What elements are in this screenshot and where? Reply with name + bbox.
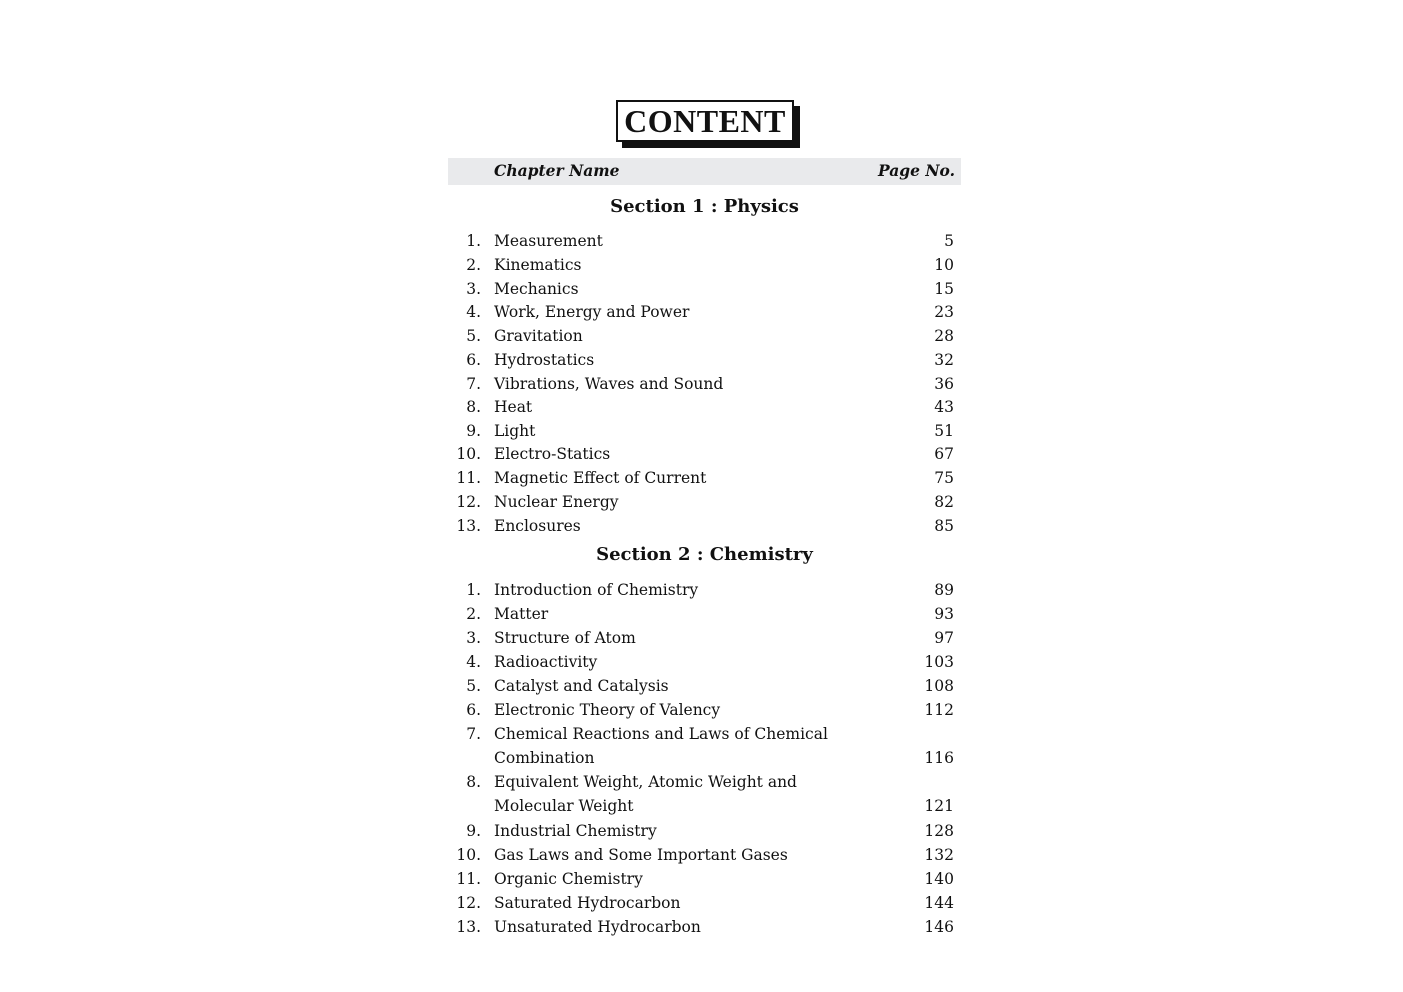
content-title-box (616, 100, 794, 142)
chapter-name-header: Chapter Name (494, 161, 620, 180)
list-item (448, 867, 961, 891)
list-item (448, 419, 961, 443)
list-item (448, 578, 961, 602)
list-item (448, 466, 961, 490)
list-item (448, 602, 961, 626)
chapter-number: 3. (466, 280, 481, 298)
chapter-name: Organic Chemistry (494, 870, 643, 888)
chapter-name: Light (494, 422, 536, 440)
chapter-page: 32 (934, 351, 954, 369)
chapter-name: Equivalent Weight, Atomic Weight and (494, 773, 797, 791)
chapter-page: 10 (934, 256, 954, 274)
chapter-number: 6. (466, 351, 481, 369)
chapter-page: 116 (924, 749, 954, 767)
page-title: CONTENT (624, 102, 786, 139)
chapter-number: 3. (466, 629, 481, 647)
chapter-page: 85 (934, 517, 954, 535)
chapter-page: 128 (924, 822, 954, 840)
chapter-number: 10. (456, 846, 481, 864)
chapter-number: 10. (456, 445, 481, 463)
chapter-page: 89 (934, 581, 954, 599)
chapter-number: 9. (466, 822, 481, 840)
chapter-page: 97 (934, 629, 954, 647)
chapter-page: 103 (924, 653, 954, 671)
chapter-name: Enclosures (494, 517, 581, 535)
chapter-name: Molecular Weight (494, 797, 634, 815)
list-item (448, 372, 961, 396)
chapter-page: 15 (934, 280, 954, 298)
chapter-name: Catalyst and Catalysis (494, 677, 669, 695)
list-item (448, 819, 961, 843)
list-item (448, 395, 961, 419)
list-item (448, 891, 961, 915)
chapter-number: 12. (456, 894, 481, 912)
chapter-page: 93 (934, 605, 954, 623)
list-item-continuation (448, 746, 961, 770)
list-item (448, 229, 961, 253)
list-item (448, 915, 961, 939)
chapter-name: Unsaturated Hydrocarbon (494, 918, 701, 936)
list-item (448, 348, 961, 372)
list-item (448, 514, 961, 538)
chapter-page: 67 (934, 445, 954, 463)
chapter-number: 11. (456, 469, 481, 487)
chapter-number: 8. (466, 773, 481, 791)
chapter-name: Introduction of Chemistry (494, 581, 699, 599)
chapter-number: 8. (466, 398, 481, 416)
chapter-number: 5. (466, 677, 481, 695)
chapter-page: 140 (924, 870, 954, 888)
chapter-page: 36 (934, 375, 954, 393)
chapter-name: Structure of Atom (494, 629, 636, 647)
chapter-page: 28 (934, 327, 954, 345)
chapter-number: 2. (466, 256, 481, 274)
chapter-name: Electro-Statics (494, 445, 611, 463)
chapter-name: Electronic Theory of Valency (494, 701, 721, 719)
list-item (448, 490, 961, 514)
chapter-name: Combination (494, 749, 595, 767)
chapter-page: 146 (924, 918, 954, 936)
section-physics-title: Section 1 : Physics (610, 196, 799, 217)
list-item (448, 253, 961, 277)
chapter-name: Radioactivity (494, 653, 598, 671)
list-item (448, 698, 961, 722)
chapter-number: 13. (456, 517, 481, 535)
page-no-header: Page No. (877, 161, 955, 180)
chapter-number: 11. (456, 870, 481, 888)
chapter-number: 2. (466, 605, 481, 623)
section-chemistry-title: Section 2 : Chemistry (596, 544, 813, 565)
list-item (448, 843, 961, 867)
chapter-page: 43 (934, 398, 954, 416)
chapter-name: Kinematics (494, 256, 582, 274)
list-item (448, 442, 961, 466)
chapter-name: Gravitation (494, 327, 583, 345)
chapter-name: Vibrations, Waves and Sound (494, 375, 724, 393)
chapter-number: 6. (466, 701, 481, 719)
chapter-name: Saturated Hydrocarbon (494, 894, 681, 912)
list-item (448, 722, 961, 746)
chapter-page: 144 (924, 894, 954, 912)
chapter-name: Mechanics (494, 280, 579, 298)
chapter-number: 13. (456, 918, 481, 936)
list-item (448, 674, 961, 698)
chapter-page: 51 (934, 422, 954, 440)
chapter-number: 4. (466, 303, 481, 321)
chapter-name: Gas Laws and Some Important Gases (494, 846, 788, 864)
chapter-page: 23 (934, 303, 954, 321)
chapter-page: 82 (934, 493, 954, 511)
list-item (448, 324, 961, 348)
list-item (448, 300, 961, 324)
list-item (448, 626, 961, 650)
chapter-number: 9. (466, 422, 481, 440)
chapter-page: 75 (934, 469, 954, 487)
chapter-name: Matter (494, 605, 549, 623)
chapter-page: 5 (944, 232, 954, 250)
chapter-page: 121 (924, 797, 954, 815)
chapter-number: 5. (466, 327, 481, 345)
chapter-number: 4. (466, 653, 481, 671)
chapter-name: Heat (494, 398, 533, 416)
chapter-name: Magnetic Effect of Current (494, 469, 707, 487)
chapter-name: Chemical Reactions and Laws of Chemical (494, 725, 828, 743)
chapter-name: Hydrostatics (494, 351, 595, 369)
list-item-continuation (448, 794, 961, 818)
list-item (448, 650, 961, 674)
list-item (448, 770, 961, 794)
chapter-number: 7. (466, 375, 481, 393)
chapter-page: 112 (924, 701, 954, 719)
chapter-number: 12. (456, 493, 481, 511)
chapter-name: Measurement (494, 232, 603, 250)
chapter-number: 7. (466, 725, 481, 743)
chapter-number: 1. (466, 232, 481, 250)
chapter-number: 1. (466, 581, 481, 599)
chapter-name: Work, Energy and Power (494, 303, 690, 321)
list-item (448, 277, 961, 301)
chapter-name: Industrial Chemistry (494, 822, 657, 840)
chapter-page: 108 (924, 677, 954, 695)
chapter-name: Nuclear Energy (494, 493, 619, 511)
chapter-page: 132 (924, 846, 954, 864)
